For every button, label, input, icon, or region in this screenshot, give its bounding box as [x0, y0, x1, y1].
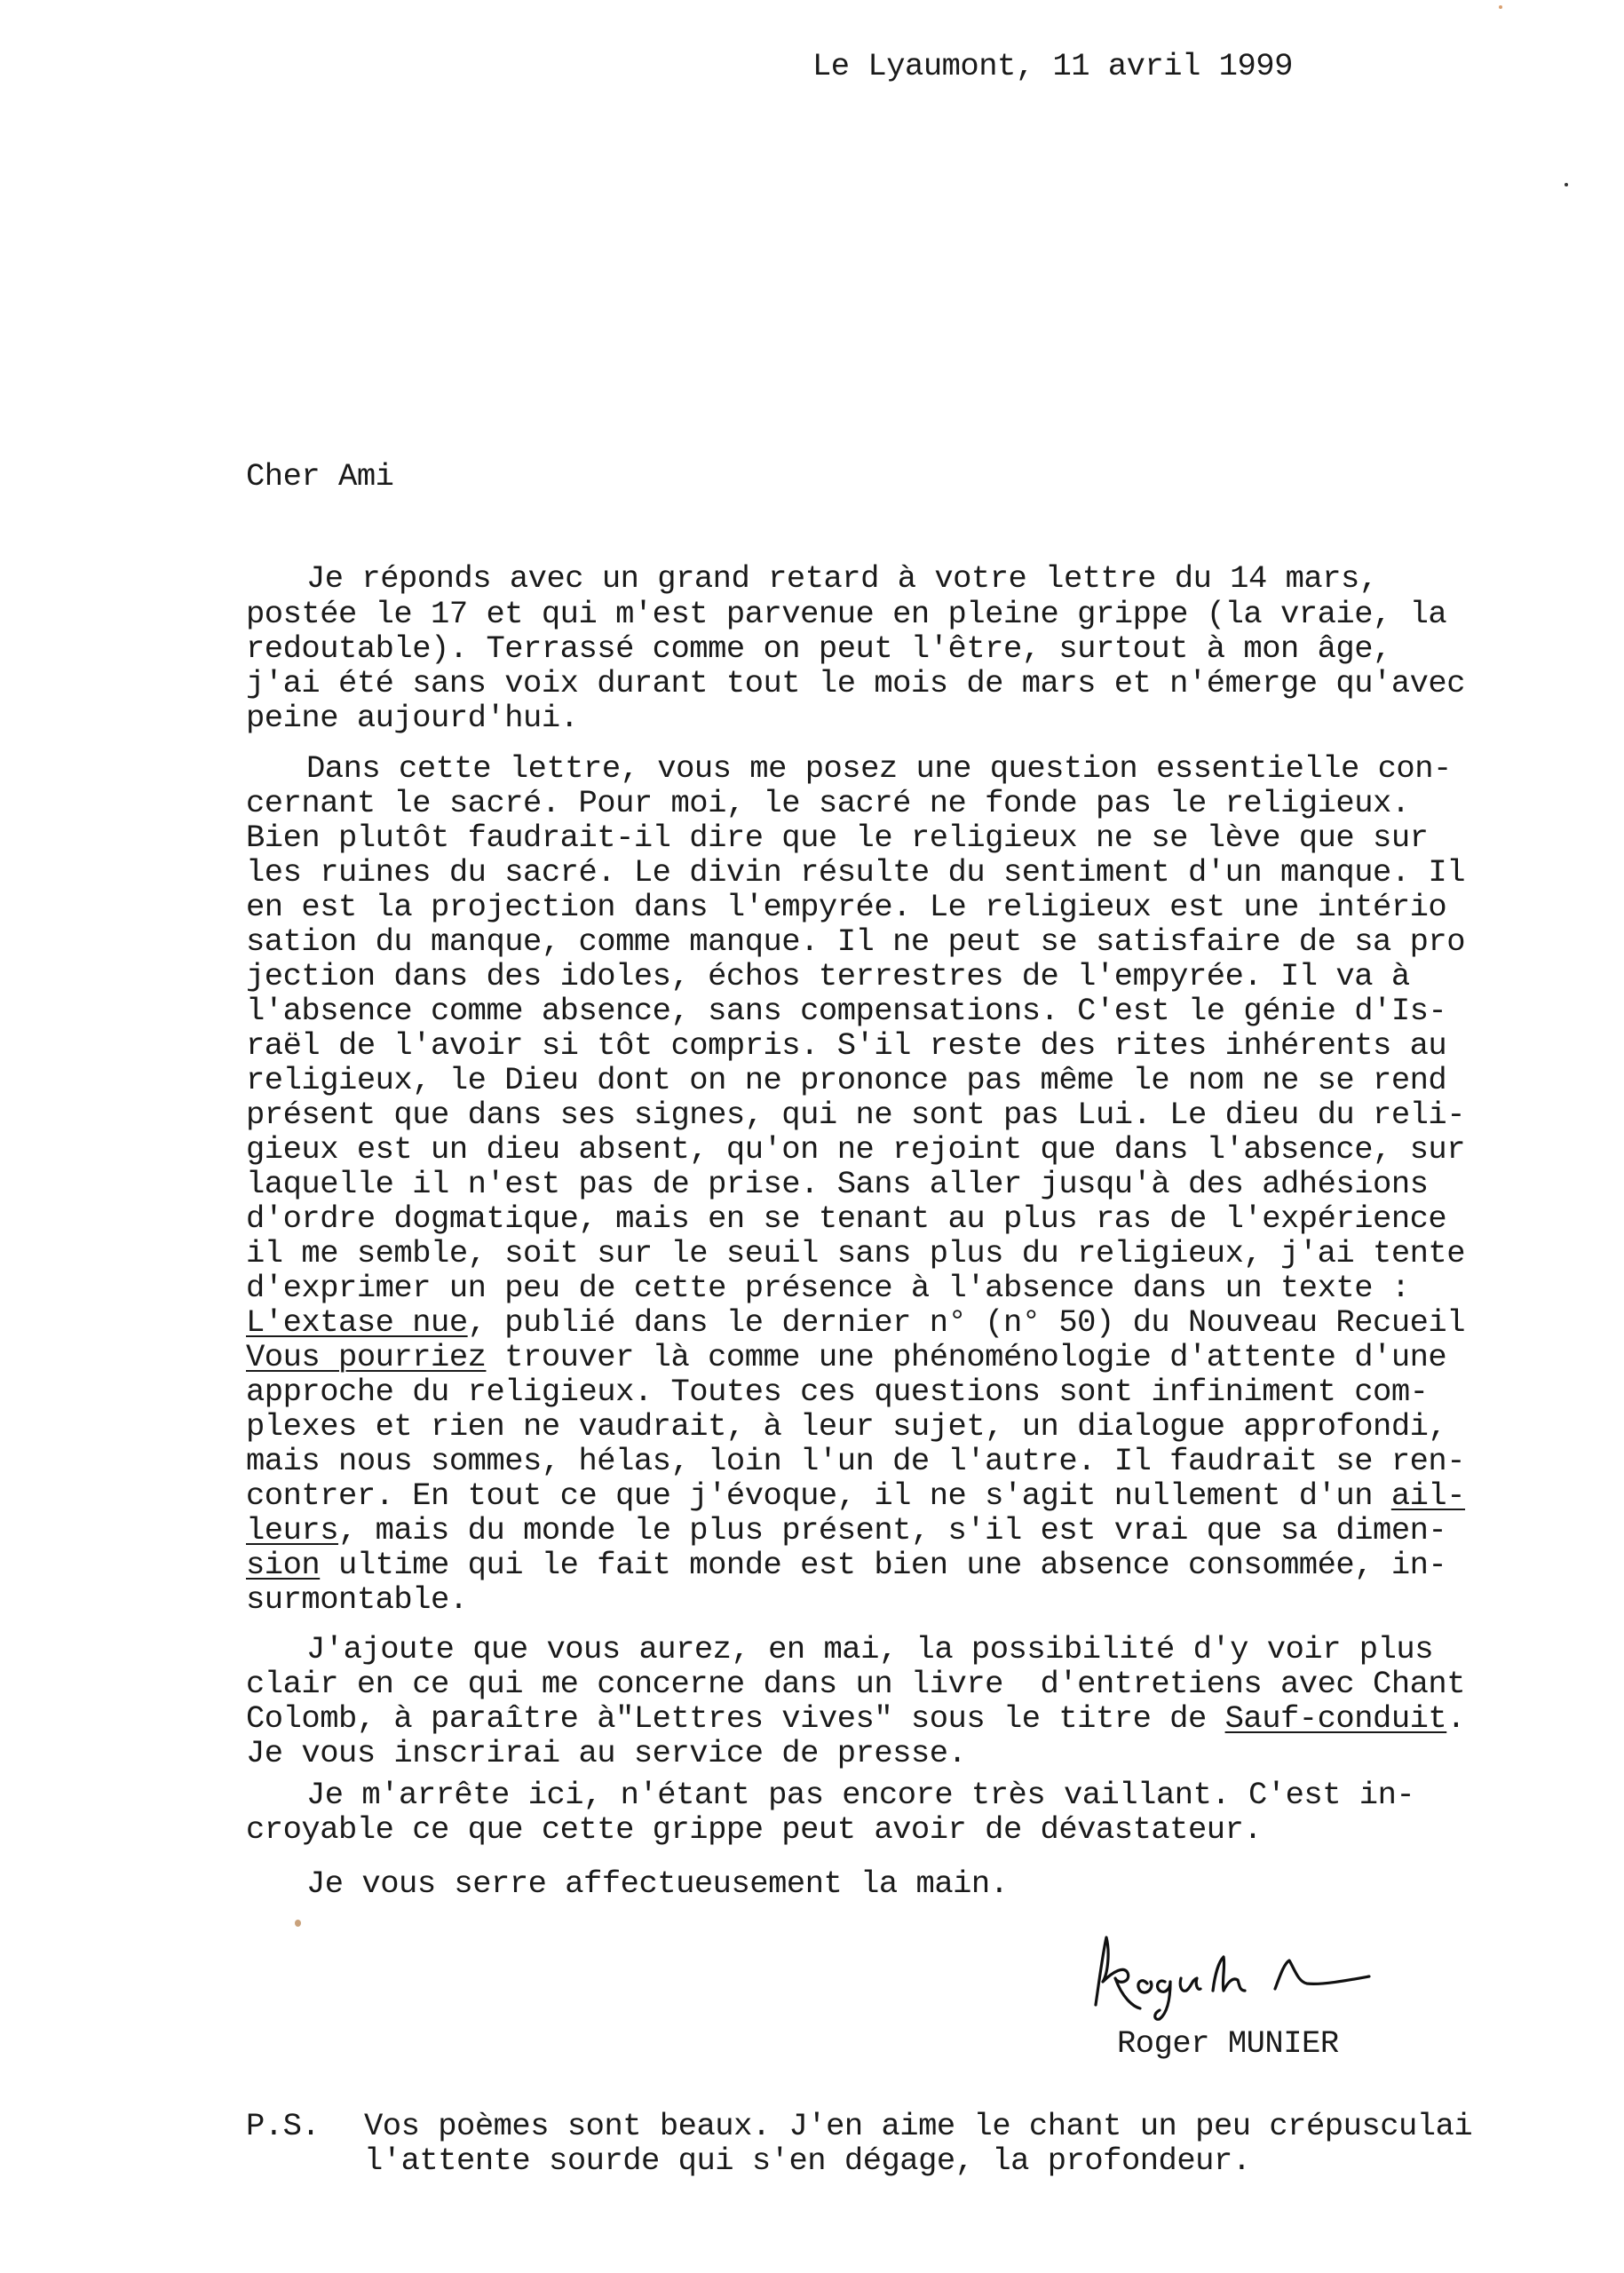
- text-segment: trouver là comme une phénoménologie d'attente d'une: [486, 1339, 1447, 1375]
- text-line: d'exprimer un peu de cette présence à l'absence dans un texte :: [246, 1270, 1410, 1306]
- text-line: approche du religieux. Toutes ces questions sont infiniment com-: [246, 1374, 1429, 1410]
- text-line: jection dans des idoles, échos terrestres de l'empyrée. Il va à: [246, 958, 1410, 994]
- text-line: J'ajoute que vous aurez, en mai, la possibilité d'y voir plus: [306, 1631, 1434, 1667]
- underlined-word: ail-: [1390, 1477, 1466, 1514]
- text-line: présent que dans ses signes, qui ne sont pas Lui. Le dieu du reli-: [246, 1097, 1466, 1133]
- underlined-word: sion: [246, 1547, 321, 1583]
- text-line: les ruines du sacré. Le divin résulte du sentiment d'un manque. Il: [246, 854, 1466, 891]
- text-line: mais nous sommes, hélas, loin l'un de l'autre. Il faudrait se ren-: [246, 1443, 1466, 1479]
- text-line: surmontable.: [246, 1581, 468, 1618]
- text-line: gieux est un dieu absent, qu'on ne rejoint que dans l'absence, sur: [246, 1131, 1466, 1168]
- text-line: [246, 1548, 1446, 1583]
- salutation: Cher Ami: [246, 458, 394, 495]
- text-line: clair en ce qui me concerne dans un livre d'entretiens avec Chant: [246, 1666, 1466, 1702]
- text-line: peine aujourd'hui.: [246, 700, 579, 736]
- text-line: Je vous inscrirai au service de presse.: [246, 1735, 967, 1771]
- text-segment: , mais du monde le plus présent, s'il est vrai que sa dimen-: [338, 1512, 1447, 1548]
- text-line: d'ordre dogmatique, mais en se tenant au plus ras de l'expérience: [246, 1200, 1447, 1237]
- text-line: [246, 1701, 1465, 1737]
- paper-speck: [295, 1920, 301, 1927]
- text-segment: Colomb, à paraître à"Lettres vives" sous le titre de: [246, 1700, 1225, 1737]
- text-segment: contrer. En tout ce que j'évoque, il ne s'agit nullement d'un: [246, 1477, 1391, 1514]
- dateline: Le Lyaumont, 11 avril 1999: [812, 48, 1293, 84]
- text-line: en est la projection dans l'empyrée. Le religieux est une intério: [246, 889, 1447, 925]
- text-line: raël de l'avoir si tôt compris. S'il reste des rites inhérents au: [246, 1027, 1447, 1064]
- text-segment: , publié dans le dernier n° (n° 50) du Nouveau Recueil: [467, 1304, 1466, 1341]
- text-line: [246, 1305, 1465, 1341]
- book-title-extase-nue: L'extase nue: [246, 1304, 468, 1341]
- paper-speck: [1499, 5, 1502, 9]
- text-line: Vos poèmes sont beaux. J'en aime le chant un peu crépusculai: [364, 2108, 1473, 2144]
- text-line: il me semble, soit sur le seuil sans plus du religieux, j'ai tente: [246, 1235, 1466, 1271]
- underlined-word: leurs: [246, 1512, 339, 1548]
- text-line: postée le 17 et qui m'est parvenue en pleine grippe (la vraie, la: [246, 596, 1447, 632]
- text-line: cernant le sacré. Pour moi, le sacré ne fonde pas le religieux.: [246, 785, 1410, 821]
- text-line: redoutable). Terrassé comme on peut l'être, surtout à mon âge,: [246, 630, 1391, 667]
- text-segment: ultime qui le fait monde est bien une absence consommée, in-: [320, 1547, 1447, 1583]
- text-line: plexes et rien ne vaudrait, à leur sujet, un dialogue approfondi,: [246, 1408, 1447, 1445]
- text-line: religieux, le Dieu dont on ne prononce pas même le nom ne se rend: [246, 1062, 1447, 1098]
- text-line: [246, 1478, 1465, 1514]
- closing-line: Je vous serre affectueusement la main.: [306, 1865, 1009, 1902]
- book-title-sauf-conduit: Sauf-conduit: [1224, 1700, 1447, 1737]
- text-line: Je réponds avec un grand retard à votre lettre du 14 mars,: [306, 560, 1378, 597]
- paper-speck: [1565, 183, 1568, 186]
- handwritten-signature: [1083, 1927, 1501, 2024]
- text-line: l'attente sourde qui s'en dégage, la profondeur.: [364, 2142, 1251, 2179]
- text-line: j'ai été sans voix durant tout le mois de mars et n'émerge qu'avec: [246, 665, 1466, 701]
- text-line: [246, 1513, 1446, 1548]
- text-line: croyable ce que cette grippe peut avoir de dévastateur.: [246, 1811, 1263, 1848]
- text-line: laquelle il n'est pas de prise. Sans aller jusqu'à des adhésions: [246, 1166, 1429, 1202]
- signer-name: Roger MUNIER: [1117, 2025, 1339, 2062]
- text-line: l'absence comme absence, sans compensations. C'est le génie d'Is-: [246, 993, 1447, 1029]
- text-line: sation du manque, comme manque. Il ne peut se satisfaire de sa pro: [246, 923, 1466, 960]
- text-segment: .: [1446, 1700, 1466, 1737]
- ps-label: P.S.: [246, 2108, 321, 2144]
- text-line: Dans cette lettre, vous me posez une question essentielle con-: [306, 750, 1452, 787]
- underlined-phrase: Vous pourriez: [246, 1339, 487, 1375]
- text-line: Je m'arrête ici, n'étant pas encore très vaillant. C'est in-: [306, 1777, 1415, 1813]
- text-line: Bien plutôt faudrait-il dire que le religieux ne se lève que sur: [246, 820, 1429, 856]
- text-line: [246, 1340, 1446, 1375]
